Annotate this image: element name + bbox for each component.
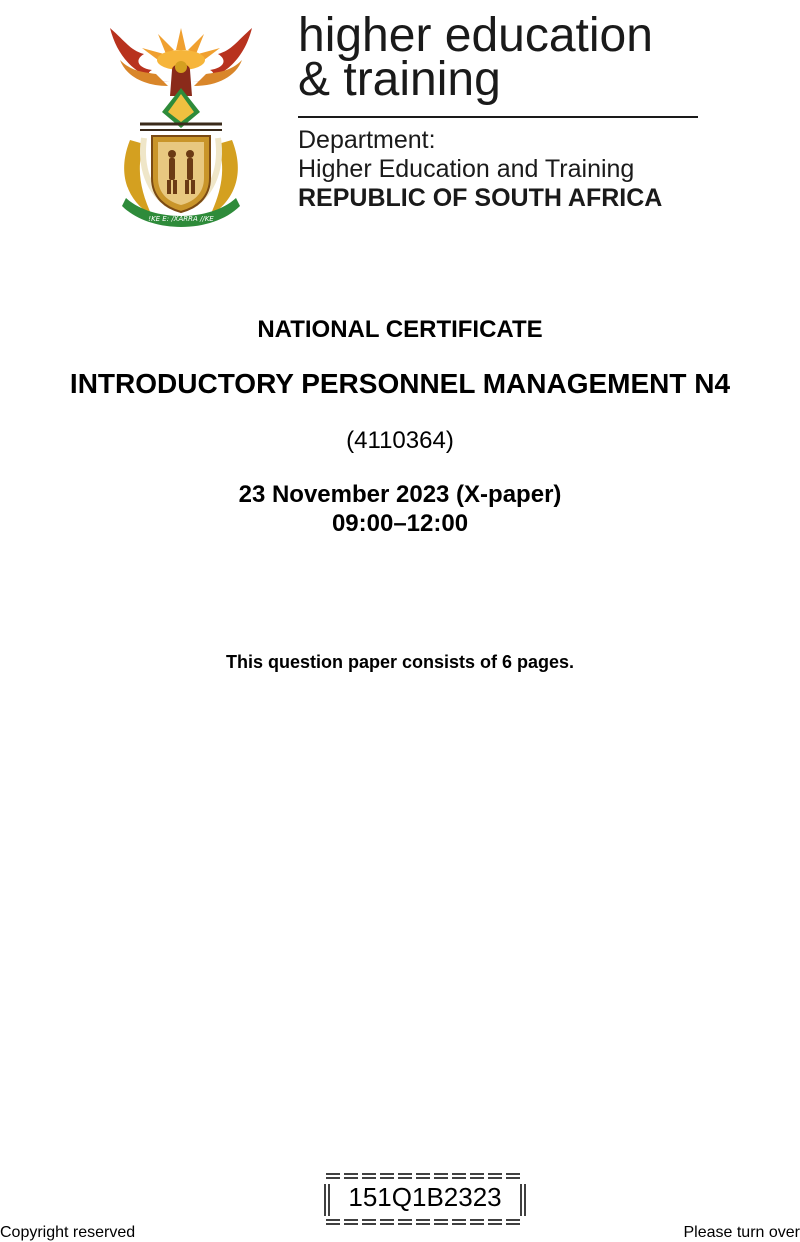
subject-code: (4110364) bbox=[346, 427, 454, 454]
brand-line-1: higher education bbox=[298, 9, 653, 62]
country-name: REPUBLIC OF SOUTH AFRICA bbox=[298, 184, 663, 212]
paper-code: 151Q1B2323 bbox=[348, 1182, 502, 1212]
subject-title: INTRODUCTORY PERSONNEL MANAGEMENT N4 bbox=[69, 368, 731, 399]
brand-divider bbox=[298, 116, 698, 118]
motto-text: !KE E: /XARRA //KE bbox=[148, 215, 214, 223]
certificate-title: NATIONAL CERTIFICATE bbox=[257, 316, 543, 343]
page-count-note: This question paper consists of 6 pages. bbox=[225, 652, 575, 672]
coat-of-arms-emblem bbox=[100, 20, 262, 232]
copyright-notice: Copyright reserved bbox=[0, 1224, 136, 1241]
turn-over-notice: Please turn over bbox=[683, 1224, 800, 1241]
department-details bbox=[298, 126, 718, 213]
department-brand bbox=[298, 9, 708, 106]
paper-code-box bbox=[322, 1172, 528, 1226]
department-name: Higher Education and Training bbox=[298, 155, 635, 183]
exam-time: 09:00–12:00 bbox=[331, 510, 469, 537]
department-label: Department: bbox=[298, 126, 436, 154]
brand-line-2: & training bbox=[298, 53, 501, 106]
exam-date: 23 November 2023 (X-paper) bbox=[238, 481, 562, 508]
